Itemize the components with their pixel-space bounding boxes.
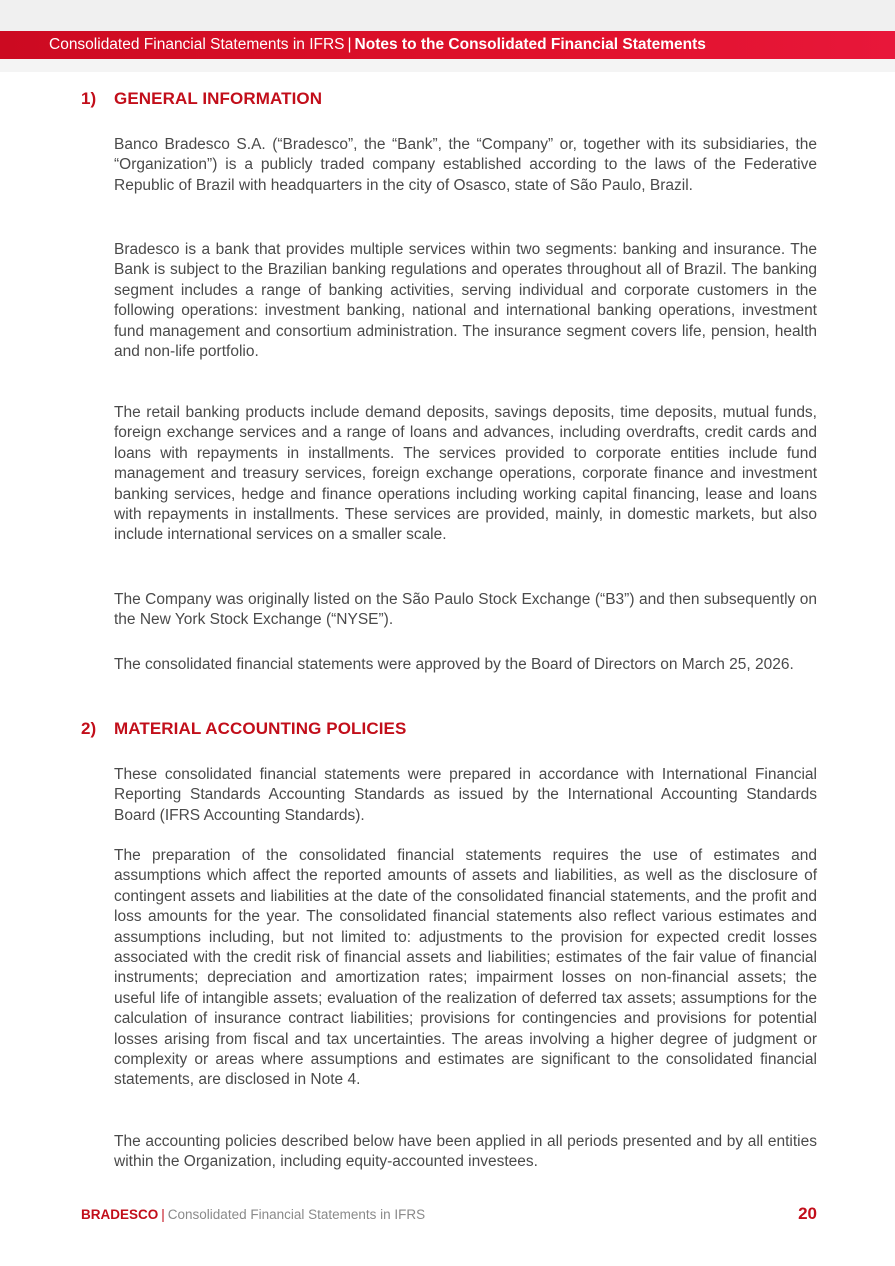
header-doc-title: Consolidated Financial Statements in IFRS (49, 36, 345, 53)
paragraph: The accounting policies described below have been applied in all periods presented and by all entities within the Organization, including equity-accounted investees. (114, 1133, 817, 1171)
section-title: MATERIAL ACCOUNTING POLICIES (114, 719, 407, 738)
page-header-bar (0, 31, 895, 59)
section-title: GENERAL INFORMATION (114, 89, 323, 108)
paragraph: The retail banking products include demand deposits, savings deposits, time deposits, mutual funds, foreign exchange services and a range of loans and advances, including overdrafts, credit cards and loans with repayments in installments. The services provided to corporate entities include fund management and treasury services, foreign exchange operations, corporate finance and investment banking services, hedge and finance operations including working capital financing, lease and loans with repayments in installments. These services are provided, mainly, in domestic markets, but also include international services on a smaller scale. (114, 404, 817, 544)
paragraph: These consolidated financial statements were prepared in accordance with International Financial Reporting Standards Accounting Standards as issued by the International Accounting Standards Board (IFRS Accounting Standards). (114, 766, 817, 824)
section-number: 2) (81, 719, 97, 738)
header-section-title: Notes to the Consolidated Financial Statements (354, 36, 706, 53)
footer-doc-title: Consolidated Financial Statements in IFRS (167, 1207, 426, 1222)
section-number: 1) (81, 89, 97, 108)
header-separator: | (347, 36, 352, 53)
paragraph: The preparation of the consolidated financial statements requires the use of estimates and assumptions which affect the reported amounts of assets and liabilities, as well as the disclosure of contingent assets and liabilities at the date of the consolidated financial statements, and the profit and loss amounts for the year. The consolidated financial statements also reflect various estimates and assumptions including, but not limited to: adjustments to the provision for expected credit losses associated with the credit risk of financial assets and liabilities; estimates of the fair value of financial instruments; depreciation and amortization rates; impairment losses on non-financial assets; the useful life of intangible assets; evaluation of the realization of deferred tax assets; assumptions for the calculation of insurance contract liabilities; provisions for contingencies and provisions for potential losses arising from fiscal and tax uncertainties. The areas involving a higher degree of judgment or complexity or areas where assumptions and estimates are significant to the consolidated financial statements, are disclosed in Note 4. (114, 847, 817, 1089)
page-number: 20 (798, 1204, 817, 1223)
section-heading-material-accounting-policies (81, 719, 406, 739)
footer-brand-name: BRADESCO (81, 1207, 159, 1222)
paragraph: Banco Bradesco S.A. (“Bradesco”, the “Bank”, the “Company” or, together with its subsidiaries, the “Organization”) is a publicly traded company established according to the laws of the Federative Republic of Brazil with headquarters in the city of Osasco, state of São Paulo, Brazil. (114, 136, 817, 194)
top-strip (0, 0, 895, 31)
section-heading-general-information (81, 89, 322, 109)
footer-separator: | (161, 1207, 165, 1222)
paragraph: The Company was originally listed on the São Paulo Stock Exchange (“B3”) and then subsequently on the New York Stock Exchange (“NYSE”). (114, 591, 817, 629)
header-under-strip (0, 59, 895, 72)
paragraph: Bradesco is a bank that provides multiple services within two segments: banking and insurance. The Bank is subject to the Brazilian banking regulations and operates throughout all of Brazil. The banking segment includes a range of banking activities, serving individual and corporate customers in the following operations: investment banking, national and international banking operations, investment fund management and consortium administration. The insurance segment covers life, pension, health and non-life portfolio. (114, 241, 817, 361)
paragraph: The consolidated financial statements were approved by the Board of Directors on March 25, 2026. (114, 656, 794, 673)
footer-brand-line (81, 1207, 425, 1222)
